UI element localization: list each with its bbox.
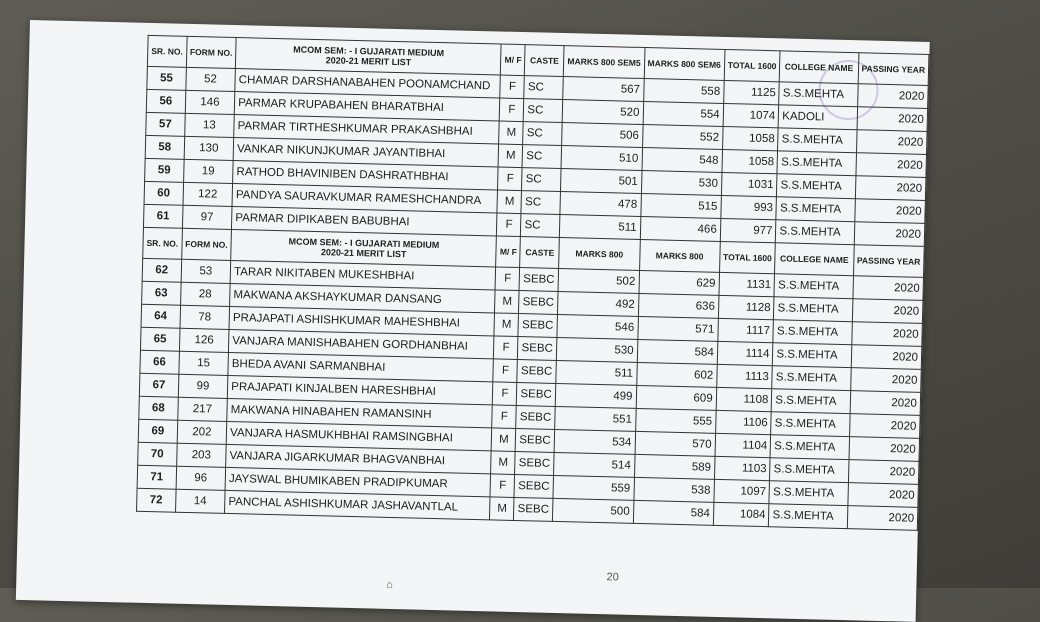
header-total: TOTAL 1600 [719, 241, 775, 273]
student-name-cell: VANJARA JIGARKUMAR BHAGVANBHAI [226, 444, 492, 473]
total-cell: 1114 [717, 341, 773, 365]
sr-no-cell: 56 [146, 89, 185, 113]
form-no-cell: 14 [175, 489, 225, 513]
sr-no-cell: 58 [145, 135, 184, 159]
sr-no-cell: 59 [145, 158, 184, 182]
form-no-cell: 99 [178, 374, 228, 398]
marks-2-cell: 589 [634, 454, 715, 479]
sr-no-cell: 67 [139, 373, 178, 397]
caste-cell: SEBC [518, 337, 557, 361]
marks-1-cell: 478 [560, 192, 641, 217]
student-name-cell: PANCHAL ASHISHKUMAR JASHAVANTLAL [225, 490, 491, 519]
gender-cell: M [491, 451, 516, 475]
marks-1-cell: 530 [557, 337, 638, 362]
college-cell: S.S.MEHTA [776, 197, 855, 222]
header-gender: M/ F [496, 236, 521, 268]
merit-list-table [136, 35, 929, 531]
passing-year-cell: 2020 [852, 299, 923, 324]
marks-1-cell: 559 [553, 475, 634, 500]
passing-year-cell: 2020 [848, 460, 919, 485]
marks-2-cell: 636 [638, 293, 719, 318]
caste-cell: SEBC [517, 383, 556, 407]
caste-cell: SC [521, 214, 560, 238]
college-cell: S.S.MEHTA [773, 320, 852, 345]
header-title-line1: MCOM SEM: - I GUJARATI MEDIUM [293, 44, 445, 59]
gender-cell: F [494, 336, 519, 360]
gender-cell: F [493, 359, 518, 383]
marks-1-cell: 514 [554, 452, 635, 477]
header-sr-no: SR. NO. [147, 35, 186, 67]
student-name-cell: MAKWANA AKSHAYKUMAR DANSANG [230, 283, 496, 312]
caste-cell: SEBC [519, 291, 558, 315]
total-cell: 1031 [721, 172, 777, 196]
caste-cell: SC [524, 99, 563, 123]
marks-2-cell: 570 [635, 431, 716, 456]
college-cell: KADOLI [778, 105, 857, 130]
gender-cell: F [495, 267, 520, 291]
gender-cell: M [499, 121, 524, 145]
marks-1-cell: 534 [554, 429, 635, 454]
passing-year-cell: 2020 [849, 437, 920, 462]
caste-cell: SEBC [514, 497, 553, 521]
college-cell: S.S.MEHTA [779, 82, 858, 107]
gender-cell: F [500, 75, 525, 99]
sr-no-cell: 55 [147, 66, 186, 90]
passing-year-cell: 2020 [855, 153, 926, 178]
total-cell: 1103 [714, 456, 770, 480]
form-no-cell: 217 [177, 397, 227, 421]
marks-1-cell: 546 [557, 314, 638, 339]
college-cell: S.S.MEHTA [770, 435, 849, 460]
header-marks-1: MARKS 800 [559, 238, 640, 271]
marks-2-cell: 602 [636, 362, 717, 387]
header-gender: M/ F [501, 44, 526, 76]
total-cell: 1108 [716, 387, 772, 411]
student-name-cell: VANJARA MANISHABAHEN GORDHANBHAI [229, 329, 495, 358]
passing-year-cell: 2020 [847, 483, 918, 508]
form-no-cell: 13 [184, 113, 234, 137]
college-cell: S.S.MEHTA [771, 412, 850, 437]
header-marks-2: MARKS 800 [639, 239, 720, 272]
form-no-cell: 52 [185, 67, 235, 91]
caste-cell: SEBC [518, 314, 557, 338]
marks-1-cell: 499 [555, 383, 636, 408]
gender-cell: M [490, 497, 515, 521]
form-no-cell: 202 [177, 420, 227, 444]
marks-2-cell: 584 [633, 500, 714, 525]
gender-cell: M [495, 290, 520, 314]
header-form-no: FORM NO. [181, 228, 231, 260]
marks-2-cell: 538 [633, 477, 714, 502]
student-name-cell: PARMAR KRUPABAHEN BHARATBHAI [234, 92, 500, 121]
header-college: COLLEGE NAME [775, 243, 854, 276]
marks-1-cell: 511 [556, 360, 637, 385]
college-cell: S.S.MEHTA [777, 174, 856, 199]
student-name-cell: VANKAR NIKUNJKUMAR JAYANTIBHAI [233, 138, 499, 167]
sr-no-cell: 72 [137, 488, 176, 512]
header-passing-year: PASSING YEAR [858, 53, 929, 86]
passing-year-cell: 2020 [850, 368, 921, 393]
sr-no-cell: 69 [138, 419, 177, 443]
marks-1-cell: 492 [558, 291, 639, 316]
college-cell: S.S.MEHTA [770, 458, 849, 483]
total-cell: 1131 [719, 272, 775, 296]
total-cell: 1097 [714, 479, 770, 503]
marks-1-cell: 501 [561, 169, 642, 194]
marks-2-cell: 548 [642, 147, 723, 172]
form-no-cell: 28 [180, 282, 230, 306]
sr-no-cell: 64 [141, 304, 180, 328]
passing-year-cell: 2020 [849, 414, 920, 439]
header-passing-year: PASSING YEAR [853, 245, 924, 278]
student-name-cell: PRAJAPATI KINJALBEN HARESHBHAI [227, 375, 493, 404]
header-title-line1: MCOM SEM: - I GUJARATI MEDIUM [288, 236, 440, 251]
sr-no-cell: 60 [144, 181, 183, 205]
marks-2-cell: 555 [635, 408, 716, 433]
passing-year-cell: 2020 [857, 84, 928, 109]
form-no-cell: 203 [176, 443, 226, 467]
marks-2-cell: 571 [637, 316, 718, 341]
form-no-cell: 126 [179, 328, 229, 352]
sr-no-cell: 63 [142, 281, 181, 305]
marks-2-cell: 584 [637, 339, 718, 364]
marks-1-cell: 500 [553, 498, 634, 523]
passing-year-cell: 2020 [854, 222, 925, 247]
total-cell: 1106 [715, 410, 771, 434]
sr-no-cell: 68 [139, 396, 178, 420]
marks-1-cell: 502 [558, 268, 639, 293]
gender-cell: M [494, 313, 519, 337]
marks-2-cell: 554 [643, 102, 724, 127]
paper-sheet [16, 20, 930, 622]
header-marks-2: MARKS 800 SEM6 [644, 48, 725, 81]
student-name-cell: MAKWANA HINABAHEN RAMANSINH [227, 398, 493, 427]
student-name-cell: JAYSWAL BHUMIKABEN PRADIPKUMAR [225, 467, 491, 496]
form-no-cell: 78 [180, 305, 230, 329]
marks-1-cell: 506 [562, 123, 643, 148]
total-cell: 977 [720, 218, 776, 242]
marks-2-cell: 609 [636, 385, 717, 410]
caste-cell: SC [523, 122, 562, 146]
header-caste: CASTE [525, 45, 565, 77]
marks-2-cell: 629 [639, 270, 720, 295]
college-cell: S.S.MEHTA [772, 366, 851, 391]
gender-cell: M [492, 428, 517, 452]
gender-cell: F [492, 405, 517, 429]
passing-year-cell: 2020 [855, 176, 926, 201]
college-cell: S.S.MEHTA [772, 389, 851, 414]
student-name-cell: CHAMAR DARSHANABAHEN POONAMCHAND [235, 69, 501, 98]
form-no-cell: 19 [183, 159, 233, 183]
marks-2-cell: 515 [640, 193, 721, 218]
college-cell: S.S.MEHTA [773, 343, 852, 368]
passing-year-cell: 2020 [851, 322, 922, 347]
marks-1-cell: 520 [562, 100, 643, 125]
caste-cell: SEBC [516, 428, 555, 452]
student-name-cell: PARMAR TIRTHESHKUMAR PRAKASHBHAI [234, 115, 500, 144]
marks-2-cell: 466 [640, 216, 721, 241]
marks-2-cell: 558 [643, 79, 724, 104]
total-cell: 1058 [722, 126, 778, 150]
marks-1-cell: 510 [561, 146, 642, 171]
page-mark-left: ⌂ [386, 578, 394, 592]
header-sr-no: SR. NO. [143, 227, 182, 259]
student-name-cell: TARAR NIKITABEN MUKESHBHAI [230, 260, 496, 289]
caste-cell: SEBC [514, 474, 553, 498]
sr-no-cell: 65 [140, 327, 179, 351]
gender-cell: M [498, 144, 523, 168]
total-cell: 1113 [716, 364, 772, 388]
sr-no-cell: 62 [142, 258, 181, 282]
total-cell: 1125 [723, 80, 779, 104]
merit-list-body [137, 35, 929, 530]
college-cell: S.S.MEHTA [769, 481, 848, 506]
total-cell: 1058 [722, 149, 778, 173]
gender-cell: F [493, 382, 518, 406]
form-no-cell: 146 [185, 90, 235, 114]
total-cell: 1084 [713, 502, 769, 526]
passing-year-cell: 2020 [857, 107, 928, 132]
caste-cell: SEBC [515, 451, 554, 475]
passing-year-cell: 2020 [850, 391, 921, 416]
caste-cell: SEBC [519, 268, 558, 292]
college-cell: S.S.MEHTA [774, 297, 853, 322]
caste-cell: SEBC [517, 360, 556, 384]
sr-no-cell: 71 [137, 465, 176, 489]
total-cell: 1128 [718, 295, 774, 319]
marks-1-cell: 551 [555, 406, 636, 431]
college-cell: S.S.MEHTA [778, 128, 857, 153]
marks-1-cell: 511 [560, 215, 641, 240]
college-cell: S.S.MEHTA [776, 220, 855, 245]
passing-year-cell: 2020 [847, 506, 918, 531]
gender-cell: F [498, 167, 523, 191]
caste-cell: SC [524, 76, 563, 100]
header-caste: CASTE [520, 237, 560, 269]
form-no-cell: 96 [176, 466, 226, 490]
header-marks-1: MARKS 800 SEM5 [564, 46, 645, 79]
caste-cell: SC [522, 168, 561, 192]
passing-year-cell: 2020 [852, 276, 923, 301]
student-name-cell: PRAJAPATI ASHISHKUMAR MAHESHBHAI [229, 306, 495, 335]
marks-2-cell: 552 [642, 124, 723, 149]
gender-cell: F [500, 98, 525, 122]
caste-cell: SEBC [516, 406, 555, 430]
header-form-no: FORM NO. [186, 36, 236, 68]
sr-no-cell: 57 [146, 112, 185, 136]
student-name-cell: RATHOD BHAVINIBEN DASHRATHBHAI [233, 161, 499, 190]
total-cell: 1104 [715, 433, 771, 457]
marks-1-cell: 567 [563, 77, 644, 102]
passing-year-cell: 2020 [856, 130, 927, 155]
caste-cell: SC [521, 191, 560, 215]
sr-no-cell: 66 [140, 350, 179, 374]
header-total: TOTAL 1600 [724, 49, 780, 81]
header-title-line2: 2020-21 MERIT LIST [320, 247, 407, 260]
gender-cell: M [497, 190, 522, 214]
student-name-cell: VANJARA HASMUKHBHAI RAMSINGBHAI [226, 421, 492, 450]
passing-year-cell: 2020 [851, 345, 922, 370]
sr-no-cell: 61 [143, 204, 182, 228]
total-cell: 1074 [723, 103, 779, 127]
header-title-line2: 2020-21 MERIT LIST [325, 55, 412, 68]
total-cell: 993 [721, 195, 777, 219]
student-name-cell: PANDYA SAURAVKUMAR RAMESHCHANDRA [232, 184, 498, 213]
form-no-cell: 97 [182, 205, 232, 229]
student-name-cell: PARMAR DIPIKABEN BABUBHAI [232, 206, 498, 235]
college-cell: S.S.MEHTA [777, 151, 856, 176]
form-no-cell: 15 [179, 351, 229, 375]
form-no-cell: 53 [181, 259, 231, 283]
college-cell: S.S.MEHTA [774, 274, 853, 299]
form-no-cell: 122 [183, 182, 233, 206]
page-number: 20 [606, 571, 619, 584]
header-college: COLLEGE NAME [780, 51, 859, 84]
marks-2-cell: 530 [641, 170, 722, 195]
sr-no-cell: 70 [138, 442, 177, 466]
total-cell: 1117 [718, 318, 774, 342]
gender-cell: F [497, 213, 522, 237]
passing-year-cell: 2020 [854, 199, 925, 224]
gender-cell: F [490, 474, 515, 498]
form-no-cell: 130 [184, 136, 234, 160]
college-cell: S.S.MEHTA [769, 504, 848, 529]
student-name-cell: BHEDA AVANI SARMANBHAI [228, 352, 494, 381]
caste-cell: SC [522, 145, 561, 169]
